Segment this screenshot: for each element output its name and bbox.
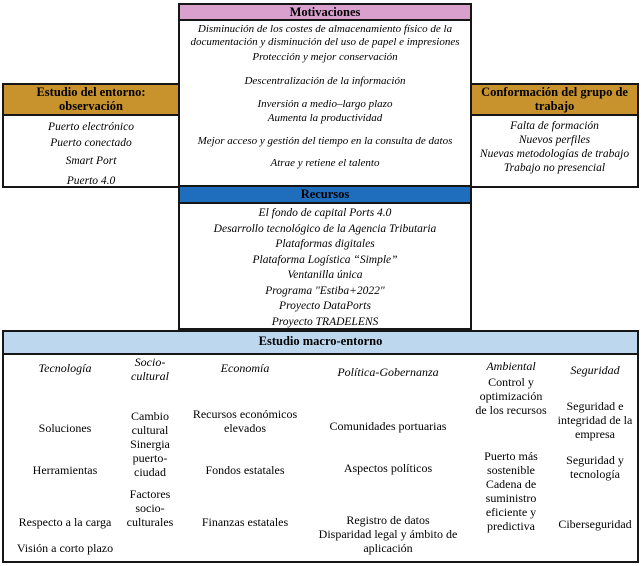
- recurso-item: Plataformas digitales: [275, 238, 375, 250]
- macro-cell: Control y optimización de los recursos: [475, 375, 547, 417]
- macro-cell: Ciberseguridad: [558, 517, 632, 531]
- motivaciones-list: [180, 21, 470, 185]
- macro-cell: Disparidad legal y ámbito de aplicación: [318, 527, 458, 555]
- entorno-item: Smart Port: [65, 155, 117, 167]
- macro-cell: Fondos estatales: [205, 463, 285, 477]
- motivaciones-header: Motivaciones: [180, 5, 470, 21]
- motivacion-item: Atrae y retiene el talento: [270, 157, 380, 169]
- motivacion-item: Disminución de los costes de almacenamiento físico de la documentación y disminución del uso de papel e impresiones: [190, 23, 460, 48]
- macro-col-header: Socio-cultural: [131, 355, 169, 383]
- macro-cell: Visión a corto plazo: [16, 541, 114, 555]
- central-column-box: [178, 3, 472, 330]
- macro-cell: Respecto a la carga: [18, 515, 112, 529]
- entorno-item: Puerto 4.0: [66, 175, 116, 187]
- estudio-entorno-box: [2, 83, 180, 188]
- macro-col-header: Política-Gobernanza: [337, 365, 439, 379]
- macro-cell: Sinergia puerto-ciudad: [130, 437, 170, 479]
- conformacion-item: Trabajo no presencial: [503, 162, 606, 174]
- motivacion-item: Mejor acceso y gestión del tiempo en la consulta de datos: [197, 135, 453, 147]
- macro-cell: Registro de datos: [346, 513, 430, 527]
- macro-cell: Recursos económicos elevados: [192, 407, 298, 435]
- motivacion-item: Descentralización de la información: [244, 75, 406, 87]
- recurso-item: Ventanilla única: [287, 269, 363, 281]
- macro-col-header: Ambiental: [486, 359, 536, 373]
- motivacion-item: Inversión a medio–largo plazo: [257, 98, 393, 110]
- recurso-item: El fondo de capital Ports 4.0: [258, 207, 392, 219]
- conformacion-item: Nuevos perfiles: [518, 134, 591, 146]
- recurso-item: Programa "Estiba+2022": [265, 284, 385, 297]
- conformacion-list: [472, 116, 637, 175]
- motivacion-item: Protección y mejor conservación: [252, 51, 398, 63]
- macro-cell: Soluciones: [38, 421, 92, 435]
- macro-cell: Factores socio-culturales: [126, 487, 174, 529]
- macro-cell: Puerto más sostenible: [484, 449, 538, 477]
- recurso-item: Desarrollo tecnológico de la Agencia Tributaria: [213, 222, 437, 235]
- macro-entorno-grid: [4, 355, 637, 563]
- macro-cell: Cadena de suministro eficiente y predictiva: [485, 477, 537, 533]
- recurso-item: Proyecto TRADELENS: [271, 315, 379, 328]
- macro-col-header: Tecnología: [38, 361, 92, 375]
- macro-col-header: Economía: [220, 361, 270, 375]
- motivacion-item: Aumenta la productividad: [267, 112, 383, 124]
- conformacion-grupo-box: [470, 83, 639, 188]
- macro-cell: Comunidades portuarias: [329, 419, 447, 433]
- macro-cell: Herramientas: [32, 463, 98, 477]
- macro-cell: Cambio cultural: [131, 409, 169, 437]
- recurso-item: Proyecto DataPorts: [279, 300, 371, 312]
- macro-cell: Seguridad e integridad de la empresa: [557, 399, 633, 441]
- conformacion-item: Nuevas metodologías de trabajo: [479, 148, 630, 160]
- conformacion-item: Falta de formación: [510, 120, 599, 132]
- estudio-entorno-header: Estudio del entorno: observación: [4, 85, 178, 116]
- recurso-item: Plataforma Logística “Simple”: [252, 253, 398, 266]
- entorno-item: Puerto electrónico: [48, 121, 134, 133]
- conformacion-header: Conformación del grupo de trabajo: [472, 85, 637, 116]
- macro-entorno-header: Estudio macro-entorno: [4, 332, 637, 355]
- macro-entorno-box: [2, 330, 639, 563]
- macro-cell: Aspectos políticos: [343, 461, 433, 475]
- macro-col-header: Seguridad: [570, 363, 620, 377]
- estudio-entorno-list: [4, 116, 178, 189]
- recursos-list: [180, 204, 470, 328]
- macro-cell: Seguridad y tecnología: [566, 453, 624, 481]
- entorno-item: Puerto conectado: [50, 137, 132, 149]
- recursos-header: Recursos: [180, 185, 470, 204]
- macro-cell: Finanzas estatales: [201, 515, 289, 529]
